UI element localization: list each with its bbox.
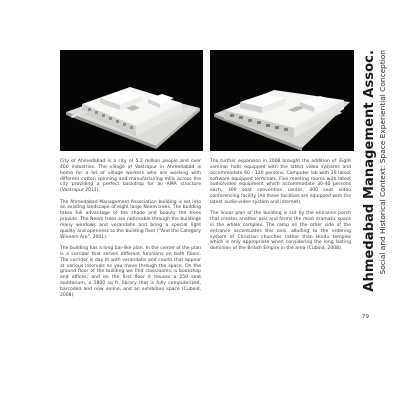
chapter-subtitle: Social and Historical Context: Space Experiential Conception	[378, 50, 387, 275]
paragraph: City of Ahmedabad is a city of 5.2 million people and over 400 industries. The village of Vastrapur in Ahmedabad is home for a lot of village workers who are working with different cotton spinning and manufacturing mills across the city providing a perfect backdrop for an AMA structure (Vastrapur 2011).	[60, 159, 201, 194]
text-column-left	[60, 159, 201, 304]
paragraph: The linear plan of the building is cut by the entrance porch that creates another axis and forms the most dramatic space in the whole complex. The ramp on the other side of the entrance accentuates this axis, alluding to the ordering system of Christian churches rather than Hindu temples which is only appropriate when considering the long lasting dominion of the British Empire in the area (Cuboid, 2008).	[210, 211, 351, 252]
text-column-right	[210, 159, 351, 258]
side-title	[363, 50, 395, 302]
model-photo-left	[60, 50, 203, 151]
page-number: 79	[362, 314, 369, 320]
paragraph: The Ahmedabad Management Association building is set into an existing landscape of eight large Neem trees. The building takes full advantage of the shade and beauty the trees provide. The Neem trees are noticeable through the buildings many windows and verandahs and bring a special light quality and openness to the building floor ("And the Category Winners Are", 2001).	[60, 199, 201, 240]
model-photo-right	[210, 50, 354, 151]
paragraph: The further expansion in 2008 brought the addition of: Eight seminar halls equipped with the latest video systems and accommodate 60 - 120 persons, Computer lab with 20 latest software equipped terminals, Five meeting rooms with latest audio/video equipment which accommodate 30-40 persons each, 300 seat convention center, 400 seat video conferencing facility (All these facilities are equipped with the latest audio-video system and internet).	[210, 159, 351, 205]
chapter-title: Ahmedabad Management Assoc.	[362, 50, 377, 292]
paragraph: The building has a long bar-like plan. In the center of the plan is a corridor that serves different functions on both floors. The corridor is day lit with verandahs and courts that appear at various intervals as you move through the space. On the ground floor of the building we find classrooms, a bookshop and offices; and on the first floor it houses a 250 seat auditorium, a 1800 sq ft. library that is fully computerized, barcoded and now online, and an exhibition space (Cuboid, 2008).	[60, 245, 201, 298]
